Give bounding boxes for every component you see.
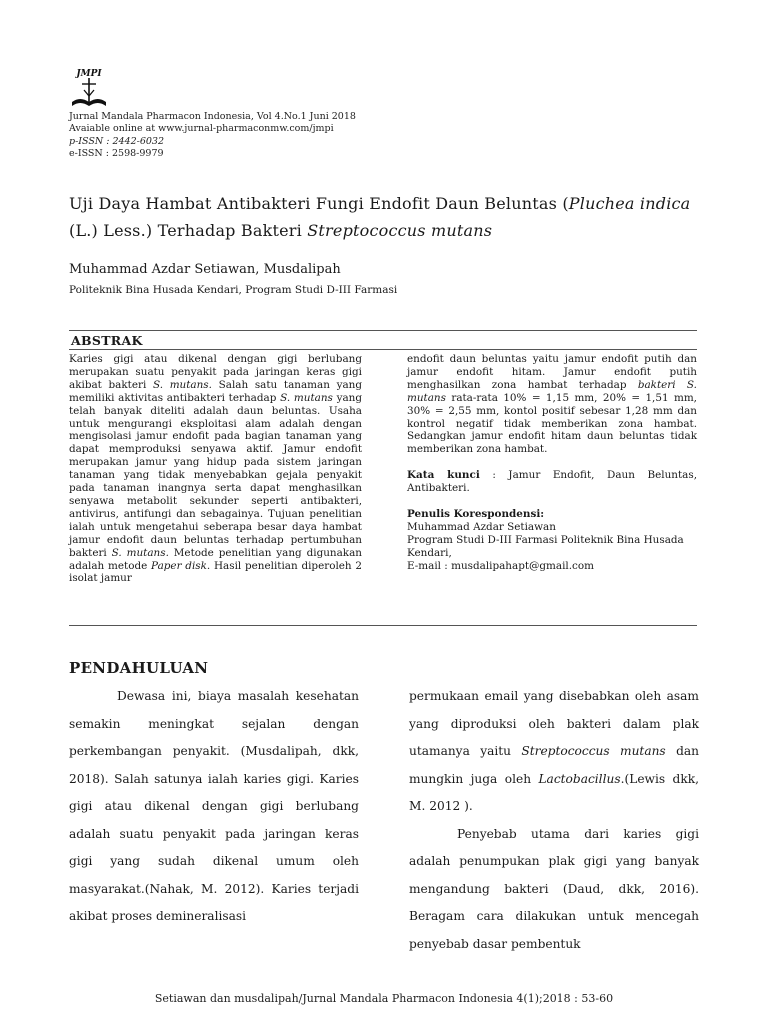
abstract-paragraph-left: Karies gigi atau dikenal dengan gigi berlubang merupakan suatu penyakit pada jaringan keras gigi akibat bakteri S. mutans. Salah satu tanaman yang memiliki aktivitas antibakteri terhadap S. mutans yang telah banyak diteliti adalah daun beluntas. Usaha untuk mengurangi eksploitasi alam adalah dengan mengisolasi jamur endofit pada bagian tanaman yang dapat memproduksi senyawa aktif. Jamur endofit merupakan jamur yang hidup pada sistem jaringan tanaman yang tidak menyebabkan gejala penyakit pada tanaman inangnya serta dapat menghasilkan senyawa metabolit sekunder seperti antibakteri, antivirus, antifungi dan sebagainya. Tujuan penelitian ialah untuk mengetahui seberapa besar daya hambat jamur endofit daun beluntas terhadap pertumbuhan bakteri S. mutans. Metode penelitian yang digunakan adalah metode Paper disk. Hasil penelitian diperoleh 2 isolat jamur — [69, 353, 362, 585]
section-heading-pendahuluan: PENDAHULUAN — [69, 659, 209, 677]
abstract-top-rule — [69, 330, 697, 331]
keywords — [407, 469, 697, 495]
correspondence-name: Muhammad Azdar Setiawan — [407, 520, 556, 533]
abstract-heading-rule — [69, 349, 697, 350]
journal-info — [69, 111, 356, 160]
authors: Muhammad Azdar Setiawan, Musdalipah — [69, 262, 341, 277]
journal-eissn: e-ISSN : 2598-9979 — [69, 147, 164, 159]
journal-pissn: p-ISSN : 2442-6032 — [69, 135, 165, 147]
title-text-2: (L.) Less.) Terhadap Bakteri — [69, 221, 308, 240]
abstract-paragraph-right: endofit daun beluntas yaitu jamur endofit putih dan jamur endofit hitam. Jamur endofit putih menghasilkan zona hambat terhadap bakteri S. mutans rata-rata 10% = 1,15 mm, 20% = 1,51 mm, 30% = 2,55 mm, kontol positif sebesar 1,28 mm dan kontrol negatif tidak memberikan zona hambat. Sedangkan jamur endofit hitam daun beluntas tidak memberikan zona hambat. — [407, 353, 697, 456]
intro-paragraph-2: Penyebab utama dari karies gigi adalah penumpukan plak gigi yang banyak mengandung bakteri (Daud, dkk, 2016). Beragam cara dilakukan untuk mencegah penyebab dasar pembentuk — [409, 826, 699, 951]
logo-text: JMPI — [76, 69, 102, 79]
intro-paragraph-1-continued: permukaan email yang disebabkan oleh asam yang diproduksi oleh bakteri dalam plak utamanya yaitu Streptococcus mutans dan mungkin juga oleh Lactobacillus.(Lewis dkk, M. 2012 ). — [409, 689, 699, 813]
intro-paragraph-1: Dewasa ini, biaya masalah kesehatan semakin meningkat sejalan dengan perkembangan penyakit. (Musdalipah, dkk, 2018). Salah satunya ialah karies gigi. Karies gigi atau dikenal dengan gigi berlubang adalah suatu penyakit pada jaringan keras gigi yang sudah dikenal umum oleh masyarakat.(Nahak, M. 2012). Karies terjadi akibat proses demineralisasi — [69, 689, 359, 923]
title-text-1: Uji Daya Hambat Antibakteri Fungi Endofit Daun Beluntas ( — [69, 194, 569, 213]
affiliation: Politeknik Bina Husada Kendari, Program Studi D-III Farmasi — [69, 284, 398, 296]
correspondence-email: E-mail : musdalipahapt@gmail.com — [407, 559, 594, 572]
intro-right-column — [409, 683, 699, 958]
abstract-heading: ABSTRAK — [71, 333, 143, 348]
intro-left-column — [69, 683, 359, 931]
page-footer: Setiawan dan musdalipah/Jurnal Mandala Pharmacon Indonesia 4(1);2018 : 53-60 — [154, 992, 614, 1005]
abstract-left-column — [69, 353, 362, 585]
journal-logo — [68, 66, 110, 112]
journal-citation: Jurnal Mandala Pharmacon Indonesia, Vol 4.No.1 Juni 2018 — [69, 111, 356, 122]
abstract-bottom-rule — [69, 625, 697, 626]
paper-title — [69, 190, 709, 244]
title-italic-2: Streptococcus mutans — [307, 221, 493, 240]
journal-url: Avaiable online at www.jurnal-pharmaconmw.com/jmpi — [69, 123, 334, 135]
keywords-value: : Jamur Endofit, Daun Beluntas, Antibakteri. — [407, 469, 697, 495]
correspondence-label: Penulis Korespondensi: — [407, 508, 545, 521]
jmpi-logo-icon — [68, 66, 110, 112]
title-italic-1: Pluchea indica — [568, 194, 691, 213]
keywords-label: Kata kunci — [407, 469, 480, 482]
abstract-right-column — [407, 353, 697, 573]
correspondence-institution: Program Studi D-III Farmasi Politeknik Bina Husada Kendari, — [407, 533, 684, 559]
